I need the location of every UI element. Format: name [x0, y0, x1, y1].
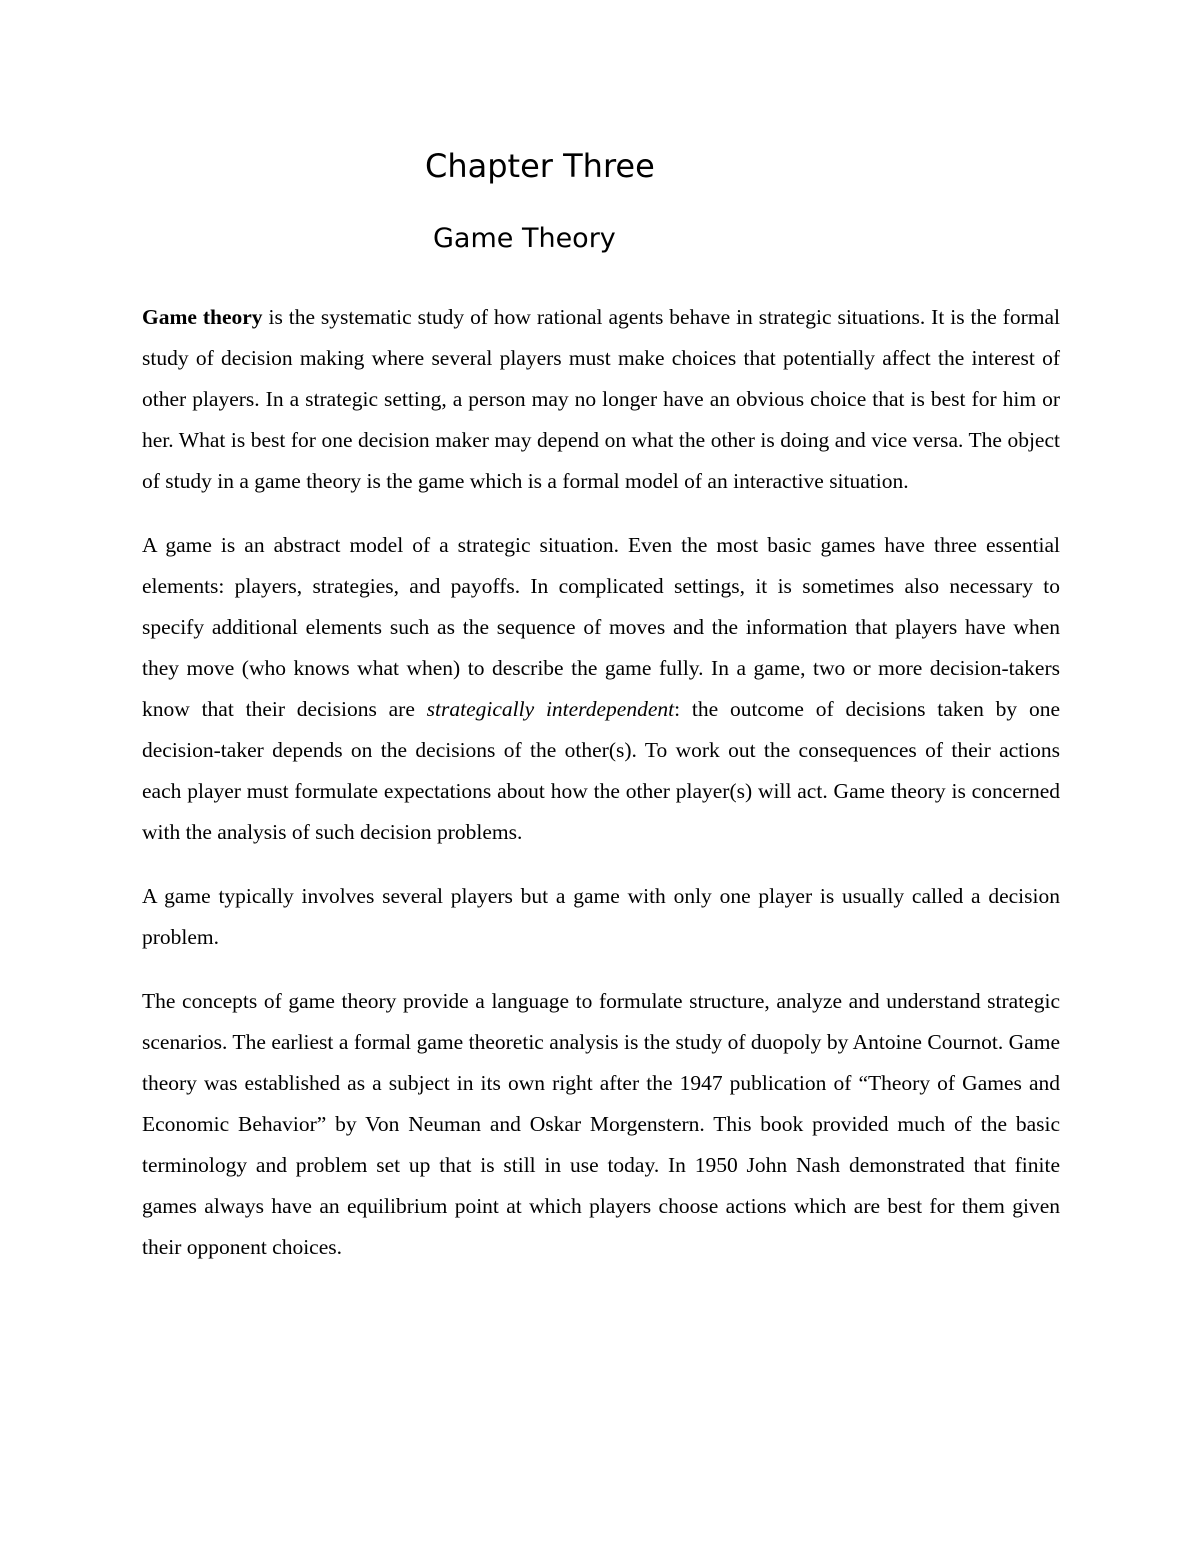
subject-title: Game Theory [433, 223, 616, 254]
paragraph-history-text: The concepts of game theory provide a language to formulate structure, analyze and understand strategic scenarios. The earliest a formal game theoretic analysis is the study of duopoly by Antoine Cournot. Game theory was established as a subject in its own right after the 1947 publication of “Theory of Games and Economic Behavior” by Von Neuman and Oskar Morgenstern. This book provided much of the basic terminology and problem set up that is still in use today. In 1950 John Nash demonstrated that finite games always have an equilibrium point at which players choose actions which are best for them given their opponent choices. [142, 989, 1060, 1259]
term-strategically-interdependent: strategically interdependent [426, 697, 675, 721]
paragraph-decision-problem [142, 876, 1060, 958]
paragraph-game-elements-text-after: : the outcome of decisions taken by one decision-taker depends on the decisions of the other(s). To work out the consequences of their actions each player must formulate expectations about how the other player(s) will act. Game theory is concerned with the analysis of such decision problems. [142, 697, 1060, 844]
chapter-title: Chapter Three [425, 147, 655, 185]
paragraph-game-elements [142, 525, 1060, 853]
paragraph-game-elements-text-before: A game is an abstract model of a strategic situation. Even the most basic games have three essential elements: players, strategies, and payoffs. In complicated settings, it is sometimes also necessary to specify additional elements such as the sequence of moves and the information that players have when they move (who knows what when) to describe the game fully. In a game, two or more decision-takers know that their decisions are [142, 533, 1060, 721]
term-game-theory: Game theory [142, 305, 263, 329]
paragraph-definition-text: is the systematic study of how rational agents behave in strategic situations. It is the formal study of decision making where several players must make choices that potentially affect the interest of other players. In a strategic setting, a person may no longer have an obvious choice that is best for him or her. What is best for one decision maker may depend on what the other is doing and vice versa. The object of study in a game theory is the game which is a formal model of an interactive situation. [142, 305, 1060, 493]
paragraph-history [142, 981, 1060, 1268]
body-text [142, 297, 1060, 1291]
paragraph-decision-problem-text: A game typically involves several players but a game with only one player is usually called a decision problem. [142, 884, 1060, 949]
paragraph-definition [142, 297, 1060, 502]
